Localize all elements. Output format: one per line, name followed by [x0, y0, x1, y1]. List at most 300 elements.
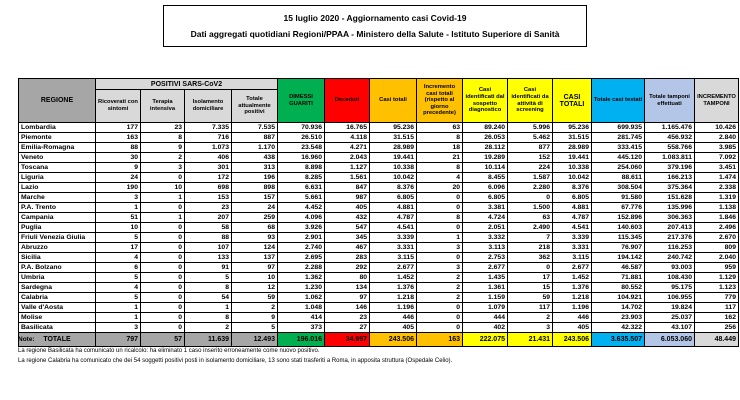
cell-casi-screening: 7 — [508, 233, 553, 243]
cell-totale-positivi: 5 — [232, 323, 278, 333]
total-terapia-intensiva: 57 — [141, 333, 185, 347]
cell-totale-positivi: 124 — [232, 243, 278, 253]
cell-casi-totali: 31.515 — [370, 133, 417, 143]
cell-terapia-intensiva: 0 — [141, 293, 185, 303]
cell-incremento-casi: 3 — [417, 243, 463, 253]
total-casi-testati: 3.635.507 — [592, 333, 645, 347]
cell-casi-totali-2: 31.515 — [553, 133, 592, 143]
cell-ricoverati: 177 — [96, 123, 141, 133]
cell-casi-totali: 6.805 — [370, 193, 417, 203]
cell-dimessi-guariti: 1.048 — [278, 303, 325, 313]
cell-isolamento: 58 — [185, 223, 232, 233]
total-incremento-casi: 163 — [417, 333, 463, 347]
cell-isolamento: 716 — [185, 133, 232, 143]
note-item: La regione Calabria ha comunicato che dei 54 soggetti positivi posti in isolamento domiciliare, 13 sono stati trasferiti a Roma, in apposita struttura (Ospedale Celio). — [18, 358, 453, 364]
cell-casi-totali: 405 — [370, 323, 417, 333]
cell-isolamento: 133 — [185, 253, 232, 263]
cell-dimessi-guariti: 2.695 — [278, 253, 325, 263]
cell-tamponi: 106.955 — [645, 293, 695, 303]
cell-casi-totali-2: 10.042 — [553, 173, 592, 183]
region-name: Abruzzo — [19, 243, 96, 253]
cell-isolamento: 8 — [185, 283, 232, 293]
total-casi-screening: 21.431 — [508, 333, 553, 347]
cell-deceduti: 283 — [325, 253, 370, 263]
region-name: Sicilia — [19, 253, 96, 263]
col-header-isolamento: Isolamento domiciliare — [185, 90, 232, 123]
cell-tamponi: 1.165.476 — [645, 123, 695, 133]
cell-casi-testati: 281.745 — [592, 133, 645, 143]
cell-incremento-tamponi: 3.451 — [695, 163, 739, 173]
cell-casi-sospetto: 2.753 — [463, 253, 508, 263]
cell-ricoverati: 4 — [96, 283, 141, 293]
cell-casi-totali-2: 1.452 — [553, 273, 592, 283]
cell-tamponi: 558.766 — [645, 143, 695, 153]
cell-casi-screening: 362 — [508, 253, 553, 263]
cell-casi-totali: 1.452 — [370, 273, 417, 283]
cell-tamponi: 25.037 — [645, 313, 695, 323]
cell-totale-positivi: 1.170 — [232, 143, 278, 153]
cell-casi-sospetto: 89.240 — [463, 123, 508, 133]
cell-incremento-tamponi: 1.138 — [695, 203, 739, 213]
cell-incremento-tamponi: 809 — [695, 243, 739, 253]
table-row — [19, 193, 739, 203]
cell-terapia-intensiva: 0 — [141, 253, 185, 263]
cell-casi-totali: 446 — [370, 313, 417, 323]
cell-totale-positivi: 887 — [232, 133, 278, 143]
cell-incremento-tamponi: 2.670 — [695, 233, 739, 243]
cell-casi-testati: 194.142 — [592, 253, 645, 263]
cell-totale-positivi: 438 — [232, 153, 278, 163]
cell-incremento-casi: 1 — [417, 233, 463, 243]
cell-incremento-tamponi: 779 — [695, 293, 739, 303]
cell-ricoverati: 51 — [96, 213, 141, 223]
table-row — [19, 133, 739, 143]
cell-casi-sospetto: 28.112 — [463, 143, 508, 153]
cell-incremento-tamponi: 117 — [695, 303, 739, 313]
cell-ricoverati: 9 — [96, 163, 141, 173]
cell-isolamento: 301 — [185, 163, 232, 173]
cell-casi-testati: 308.504 — [592, 183, 645, 193]
cell-dimessi-guariti: 4.096 — [278, 213, 325, 223]
cell-ricoverati: 10 — [96, 223, 141, 233]
cell-ricoverati: 1 — [96, 203, 141, 213]
cell-casi-screening: 1.500 — [508, 203, 553, 213]
cell-casi-totali-2: 1.218 — [553, 293, 592, 303]
cell-casi-testati: 699.935 — [592, 123, 645, 133]
cell-incremento-casi: 3 — [417, 263, 463, 273]
cell-deceduti: 4.118 — [325, 133, 370, 143]
cell-tamponi: 43.107 — [645, 323, 695, 333]
cell-totale-positivi: 196 — [232, 173, 278, 183]
cell-dimessi-guariti: 26.510 — [278, 133, 325, 143]
cell-ricoverati: 4 — [96, 253, 141, 263]
col-header-dimessi-guariti: DIMESSI GUARITI — [278, 79, 325, 123]
cell-dimessi-guariti: 8.285 — [278, 173, 325, 183]
cell-tamponi: 95.175 — [645, 283, 695, 293]
cell-deceduti: 467 — [325, 243, 370, 253]
cell-deceduti: 146 — [325, 303, 370, 313]
total-incremento-tamponi: 48.449 — [695, 333, 739, 347]
cell-casi-sospetto: 3.381 — [463, 203, 508, 213]
table-row — [19, 273, 739, 283]
cell-incremento-casi: 0 — [417, 303, 463, 313]
cell-casi-screening: 2.490 — [508, 223, 553, 233]
cell-casi-screening: 2 — [508, 313, 553, 323]
cell-casi-totali-2: 1.196 — [553, 303, 592, 313]
cell-casi-testati: 42.322 — [592, 323, 645, 333]
table-row — [19, 163, 739, 173]
cell-ricoverati: 5 — [96, 233, 141, 243]
region-name: Friuli Venezia Giulia — [19, 233, 96, 243]
col-header-positivi-group: POSITIVI SARS-CoV2 — [96, 79, 278, 90]
cell-incremento-casi: 20 — [417, 183, 463, 193]
cell-ricoverati: 5 — [96, 273, 141, 283]
cell-incremento-casi: 8 — [417, 163, 463, 173]
cell-casi-testati: 140.603 — [592, 223, 645, 233]
total-isolamento: 11.639 — [185, 333, 232, 347]
cell-ricoverati: 17 — [96, 243, 141, 253]
table-row — [19, 263, 739, 273]
col-header-terapia-intensiva: Terapia intensiva — [141, 90, 185, 123]
cell-ricoverati: 5 — [96, 293, 141, 303]
cell-deceduti: 2.043 — [325, 153, 370, 163]
cell-casi-testati: 91.580 — [592, 193, 645, 203]
cell-tamponi: 108.430 — [645, 273, 695, 283]
cell-tamponi: 240.742 — [645, 253, 695, 263]
region-name: P.A. Trento — [19, 203, 96, 213]
cell-casi-totali: 4.881 — [370, 203, 417, 213]
cell-incremento-casi: 0 — [417, 253, 463, 263]
cell-terapia-intensiva: 0 — [141, 303, 185, 313]
cell-dimessi-guariti: 70.936 — [278, 123, 325, 133]
region-name: Sardegna — [19, 283, 96, 293]
cell-incremento-tamponi: 10.426 — [695, 123, 739, 133]
cell-casi-sospetto: 19.289 — [463, 153, 508, 163]
notes-section — [18, 336, 718, 364]
cell-casi-screening: 5.996 — [508, 123, 553, 133]
cell-casi-totali: 1.218 — [370, 293, 417, 303]
cell-terapia-intensiva: 0 — [141, 243, 185, 253]
region-name: Campania — [19, 213, 96, 223]
cell-casi-totali: 10.042 — [370, 173, 417, 183]
cell-casi-totali-2: 3.115 — [553, 253, 592, 263]
cell-dimessi-guariti: 2.901 — [278, 233, 325, 243]
cell-incremento-casi: 63 — [417, 123, 463, 133]
table-row — [19, 123, 739, 133]
table-row — [19, 233, 739, 243]
cell-deceduti: 80 — [325, 273, 370, 283]
cell-casi-totali: 10.338 — [370, 163, 417, 173]
cell-casi-testati: 104.921 — [592, 293, 645, 303]
region-name: Lombardia — [19, 123, 96, 133]
region-name: Valle d'Aosta — [19, 303, 96, 313]
cell-casi-totali: 3.115 — [370, 253, 417, 263]
cell-casi-totali-2: 4.541 — [553, 223, 592, 233]
cell-incremento-casi: 0 — [417, 323, 463, 333]
cell-tamponi: 375.364 — [645, 183, 695, 193]
cell-dimessi-guariti: 3.926 — [278, 223, 325, 233]
cell-casi-totali-2: 8.376 — [553, 183, 592, 193]
region-name: Marche — [19, 193, 96, 203]
cell-incremento-casi: 0 — [417, 203, 463, 213]
cell-casi-sospetto: 10.114 — [463, 163, 508, 173]
cell-casi-screening: 17 — [508, 273, 553, 283]
cell-casi-screening: 3 — [508, 323, 553, 333]
cell-casi-screening: 117 — [508, 303, 553, 313]
cell-casi-sospetto: 8.455 — [463, 173, 508, 183]
cell-totale-positivi: 7.535 — [232, 123, 278, 133]
cell-casi-totali-2: 446 — [553, 313, 592, 323]
cell-totale-positivi: 68 — [232, 223, 278, 233]
cell-casi-totali-2: 1.376 — [553, 283, 592, 293]
table-row — [19, 323, 739, 333]
cell-casi-screening: 5.462 — [508, 133, 553, 143]
cell-incremento-casi: 0 — [417, 193, 463, 203]
cell-deceduti: 1.127 — [325, 163, 370, 173]
cell-terapia-intensiva: 0 — [141, 273, 185, 283]
cell-isolamento: 54 — [185, 293, 232, 303]
cell-tamponi: 19.824 — [645, 303, 695, 313]
cell-incremento-casi: 8 — [417, 133, 463, 143]
cell-casi-sospetto: 402 — [463, 323, 508, 333]
cell-isolamento: 88 — [185, 233, 232, 243]
region-name: Piemonte — [19, 133, 96, 143]
col-header-casi-testati: Totale casi testati — [592, 79, 645, 123]
notes-label: Note: — [18, 336, 35, 343]
cell-dimessi-guariti: 1.062 — [278, 293, 325, 303]
cell-dimessi-guariti: 414 — [278, 313, 325, 323]
cell-casi-sospetto: 3.332 — [463, 233, 508, 243]
cell-casi-totali-2: 95.236 — [553, 123, 592, 133]
cell-casi-totali-2: 2.677 — [553, 263, 592, 273]
cell-totale-positivi: 12 — [232, 283, 278, 293]
cell-terapia-intensiva: 8 — [141, 133, 185, 143]
cell-casi-totali-2: 10.338 — [553, 163, 592, 173]
total-label: TOTALE — [19, 333, 96, 347]
cell-terapia-intensiva: 0 — [141, 283, 185, 293]
table-row — [19, 173, 739, 183]
cell-casi-totali: 19.441 — [370, 153, 417, 163]
cell-terapia-intensiva: 10 — [141, 183, 185, 193]
cell-incremento-casi: 2 — [417, 283, 463, 293]
cell-ricoverati: 6 — [96, 263, 141, 273]
col-header-casi-sospetto: Casi identificati dal sospetto diagnostico — [463, 79, 508, 123]
cell-deceduti: 987 — [325, 193, 370, 203]
cell-terapia-intensiva: 1 — [141, 193, 185, 203]
cell-totale-positivi: 157 — [232, 193, 278, 203]
cell-deceduti: 1.561 — [325, 173, 370, 183]
cell-casi-sospetto: 1.079 — [463, 303, 508, 313]
cell-casi-sospetto: 6.096 — [463, 183, 508, 193]
table-row — [19, 303, 739, 313]
cell-deceduti: 97 — [325, 293, 370, 303]
col-header-ricoverati: Ricoverati con sintomi — [96, 90, 141, 123]
cell-casi-screening: 63 — [508, 213, 553, 223]
region-name: Molise — [19, 313, 96, 323]
cell-ricoverati: 3 — [96, 193, 141, 203]
cell-isolamento: 2 — [185, 323, 232, 333]
cell-tamponi: 306.363 — [645, 213, 695, 223]
cell-deceduti: 27 — [325, 323, 370, 333]
cell-casi-totali: 4.787 — [370, 213, 417, 223]
cell-dimessi-guariti: 6.631 — [278, 183, 325, 193]
cell-casi-totali-2: 28.989 — [553, 143, 592, 153]
table-row — [19, 153, 739, 163]
region-name: Puglia — [19, 223, 96, 233]
cell-incremento-casi: 8 — [417, 213, 463, 223]
region-name: Veneto — [19, 153, 96, 163]
table-body — [19, 123, 739, 333]
cell-dimessi-guariti: 1.362 — [278, 273, 325, 283]
cell-casi-totali: 4.541 — [370, 223, 417, 233]
cell-casi-totali-2: 6.805 — [553, 193, 592, 203]
cell-casi-screening: 877 — [508, 143, 553, 153]
cell-tamponi: 151.628 — [645, 193, 695, 203]
region-name: Lazio — [19, 183, 96, 193]
cell-casi-screening: 218 — [508, 243, 553, 253]
cell-casi-sospetto: 1.435 — [463, 273, 508, 283]
cell-incremento-tamponi: 2.338 — [695, 183, 739, 193]
cell-totale-positivi: 93 — [232, 233, 278, 243]
total-casi-totali-2: 243.506 — [553, 333, 592, 347]
cell-isolamento: 5 — [185, 273, 232, 283]
region-name: Basilicata — [19, 323, 96, 333]
cell-terapia-intensiva: 9 — [141, 143, 185, 153]
cell-dimessi-guariti: 8.898 — [278, 163, 325, 173]
table-row — [19, 283, 739, 293]
cell-casi-testati: 88.611 — [592, 173, 645, 183]
cell-dimessi-guariti: 16.960 — [278, 153, 325, 163]
total-totale-positivi: 12.493 — [232, 333, 278, 347]
title-line-1: 15 luglio 2020 - Aggiornamento casi Covid-19 — [283, 12, 467, 23]
table-row — [19, 293, 739, 303]
cell-totale-positivi: 10 — [232, 273, 278, 283]
cell-casi-testati: 67.776 — [592, 203, 645, 213]
region-name: P.A. Bolzano — [19, 263, 96, 273]
cell-incremento-tamponi: 1.846 — [695, 213, 739, 223]
cell-isolamento: 406 — [185, 153, 232, 163]
total-deceduti: 34.997 — [325, 333, 370, 347]
total-dimessi-guariti: 196.016 — [278, 333, 325, 347]
cell-terapia-intensiva: 0 — [141, 203, 185, 213]
cell-terapia-intensiva: 2 — [141, 153, 185, 163]
cell-totale-positivi: 898 — [232, 183, 278, 193]
cell-terapia-intensiva: 0 — [141, 173, 185, 183]
cell-isolamento: 107 — [185, 243, 232, 253]
cell-casi-totali-2: 3.331 — [553, 243, 592, 253]
cell-casi-testati: 445.120 — [592, 153, 645, 163]
cell-tamponi: 379.196 — [645, 163, 695, 173]
cell-totale-positivi: 259 — [232, 213, 278, 223]
cell-casi-testati: 254.060 — [592, 163, 645, 173]
header-row-1 — [19, 79, 739, 90]
cell-casi-screening: 1.587 — [508, 173, 553, 183]
cell-isolamento: 23 — [185, 203, 232, 213]
cell-incremento-casi: 2 — [417, 293, 463, 303]
cell-isolamento: 207 — [185, 213, 232, 223]
cell-incremento-tamponi: 2.496 — [695, 223, 739, 233]
cell-totale-positivi: 59 — [232, 293, 278, 303]
col-header-casi-totali: Casi totali — [370, 79, 417, 123]
cell-dimessi-guariti: 2.288 — [278, 263, 325, 273]
total-casi-totali: 243.506 — [370, 333, 417, 347]
cell-incremento-tamponi: 959 — [695, 263, 739, 273]
cell-casi-testati: 80.552 — [592, 283, 645, 293]
table-row — [19, 223, 739, 233]
cell-ricoverati: 1 — [96, 313, 141, 323]
note-item: La regione Basilicata ha comunicato un ricalcolo: ha eliminato 1 caso inserito erroneamente come nuovo positivo. — [18, 347, 320, 354]
cell-totale-positivi: 137 — [232, 253, 278, 263]
table-row — [19, 313, 739, 323]
cell-totale-positivi: 24 — [232, 203, 278, 213]
cell-casi-screening: 224 — [508, 163, 553, 173]
cell-incremento-tamponi: 1.319 — [695, 193, 739, 203]
cell-casi-testati: 71.881 — [592, 273, 645, 283]
cell-deceduti: 4.271 — [325, 143, 370, 153]
cell-isolamento: 8 — [185, 313, 232, 323]
cell-dimessi-guariti: 23.548 — [278, 143, 325, 153]
cell-ricoverati: 30 — [96, 153, 141, 163]
cell-isolamento: 1.073 — [185, 143, 232, 153]
cell-incremento-casi: 21 — [417, 153, 463, 163]
cell-deceduti: 345 — [325, 233, 370, 243]
col-header-incremento-tamponi: INCREMENTO TAMPONI — [695, 79, 739, 123]
col-header-incremento-casi: Incremento casi totali (rispetto al giorno precedente) — [417, 79, 463, 123]
region-name: Toscana — [19, 163, 96, 173]
table-row — [19, 203, 739, 213]
cell-incremento-casi: 18 — [417, 143, 463, 153]
region-name: Emilia-Romagna — [19, 143, 96, 153]
cell-deceduti: 134 — [325, 283, 370, 293]
cell-terapia-intensiva: 0 — [141, 223, 185, 233]
cell-incremento-tamponi: 162 — [695, 313, 739, 323]
cell-incremento-tamponi: 256 — [695, 323, 739, 333]
title-line-2: Dati aggregati quotidiani Regioni/PPAA - Ministero della Salute - Istituto Superiore di Sanità — [190, 29, 560, 40]
cell-terapia-intensiva: 0 — [141, 323, 185, 333]
cell-incremento-tamponi: 1.474 — [695, 173, 739, 183]
cell-ricoverati: 88 — [96, 143, 141, 153]
cell-casi-sospetto: 2.051 — [463, 223, 508, 233]
cell-deceduti: 292 — [325, 263, 370, 273]
cell-casi-sospetto: 6.805 — [463, 193, 508, 203]
cell-incremento-tamponi: 1.129 — [695, 273, 739, 283]
col-header-deceduti: Deceduti — [325, 79, 370, 123]
cell-isolamento: 698 — [185, 183, 232, 193]
cell-ricoverati: 3 — [96, 323, 141, 333]
col-header-regione: REGIONE — [19, 79, 96, 123]
cell-isolamento: 1 — [185, 303, 232, 313]
table-row — [19, 183, 739, 193]
cell-casi-totali-2: 405 — [553, 323, 592, 333]
cell-casi-testati: 152.896 — [592, 213, 645, 223]
cell-tamponi: 135.996 — [645, 203, 695, 213]
cell-tamponi: 116.253 — [645, 243, 695, 253]
cell-terapia-intensiva: 0 — [141, 233, 185, 243]
cell-casi-screening: 15 — [508, 283, 553, 293]
cell-casi-totali: 3.331 — [370, 243, 417, 253]
cell-incremento-tamponi: 2.040 — [695, 253, 739, 263]
cell-deceduti: 547 — [325, 223, 370, 233]
cell-deceduti: 16.765 — [325, 123, 370, 133]
cell-tamponi: 93.003 — [645, 263, 695, 273]
cell-ricoverati: 24 — [96, 173, 141, 183]
cell-tamponi: 217.376 — [645, 233, 695, 243]
cell-deceduti: 405 — [325, 203, 370, 213]
cell-incremento-tamponi: 3.985 — [695, 143, 739, 153]
cell-casi-screening: 0 — [508, 263, 553, 273]
cell-incremento-casi: 0 — [417, 313, 463, 323]
cell-casi-screening: 152 — [508, 153, 553, 163]
